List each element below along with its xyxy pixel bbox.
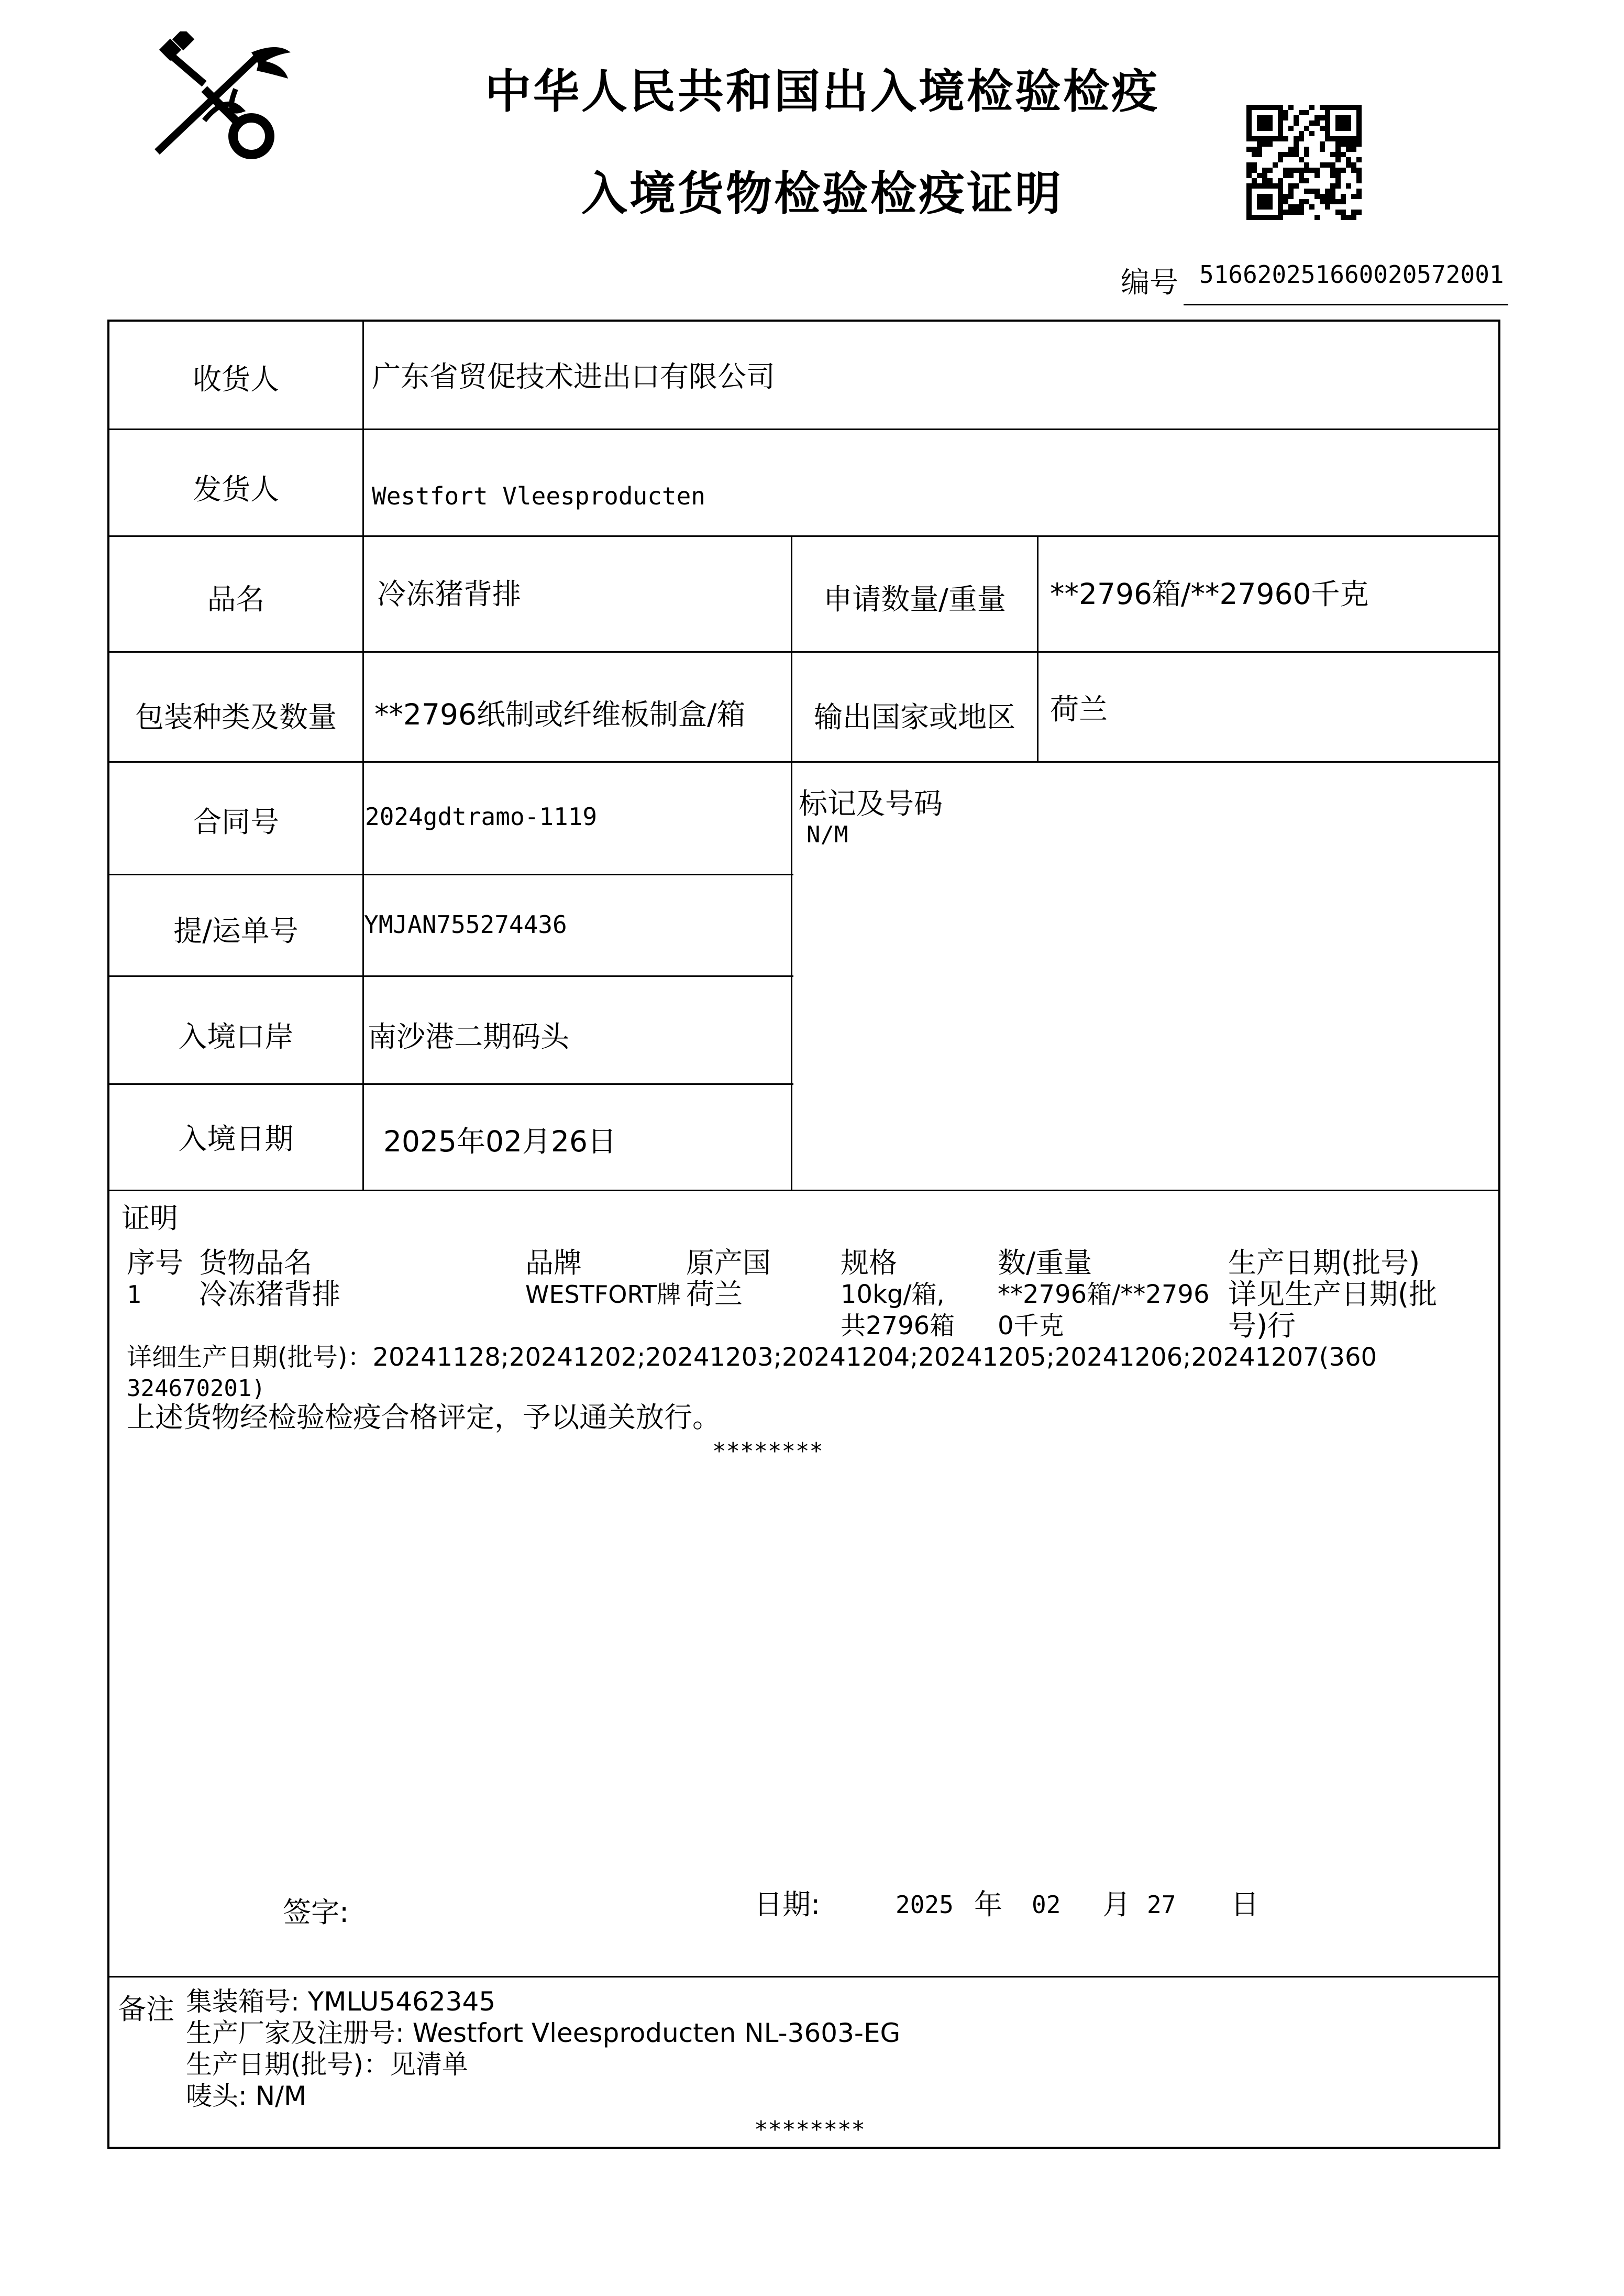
- row-origin: 荷兰: [686, 1278, 743, 1311]
- port-value: 南沙港二期码头: [368, 1020, 570, 1053]
- col-spec: 规格: [841, 1246, 897, 1279]
- origin-label: 输出国家或地区: [813, 700, 1015, 734]
- origin-value: 荷兰: [1050, 693, 1108, 726]
- issue-date-year: 2025: [896, 1891, 954, 1919]
- col-brand: 品牌: [525, 1246, 582, 1279]
- row-spec-2: 共2796箱: [841, 1311, 955, 1341]
- month-char: 月: [1102, 1888, 1131, 1921]
- remarks-stars: ********: [754, 2116, 865, 2143]
- product-value: 冷冻猪背排: [377, 577, 522, 611]
- package-label: 包装种类及数量: [135, 700, 337, 734]
- signature-label: 签字:: [283, 1896, 349, 1929]
- document-title: 中华人民共和国出入境检验检疫: [484, 64, 1159, 118]
- inspection-emblem-logo: [147, 31, 299, 168]
- remarks-line-3: 生产日期(批号)：见清单: [186, 2049, 469, 2080]
- serial-value: 516620251660020572001: [1199, 260, 1504, 289]
- contract-label: 合同号: [192, 805, 279, 839]
- bill-label: 提/运单号: [173, 914, 299, 948]
- row-prod-1: 详见生产日期(批: [1228, 1278, 1438, 1311]
- marks-label: 标记及号码: [799, 787, 943, 820]
- remarks-line-1: 集装箱号: YMLU5462345: [186, 1986, 496, 2017]
- quantity-value: **2796箱/**27960千克: [1050, 577, 1369, 611]
- entry-date-label: 入境日期: [178, 1122, 294, 1156]
- col-origin: 原产国: [686, 1246, 771, 1279]
- remarks-line-2: 生产厂家及注册号: Westfort Vleesproducten NL-3603-EG: [186, 2018, 901, 2048]
- product-label: 品名: [207, 583, 265, 616]
- bill-value: YMJAN755274436: [364, 910, 567, 939]
- row-name: 冷冻猪背排: [199, 1278, 340, 1311]
- consignor-value: Westfort Vleesproducten: [372, 482, 705, 510]
- conclusion-text: 上述货物经检验检疫合格评定，予以通关放行。: [127, 1401, 721, 1434]
- issue-date-label: 日期:: [754, 1888, 821, 1921]
- serial-label: 编号: [1121, 266, 1179, 299]
- col-qty: 数/重量: [998, 1246, 1092, 1279]
- package-value: **2796纸制或纤维板制盒/箱: [374, 698, 746, 731]
- issue-date-month: 02: [1032, 1891, 1061, 1919]
- year-char: 年: [974, 1888, 1002, 1921]
- col-no: 序号: [127, 1246, 183, 1279]
- row-prod-2: 号)行: [1228, 1309, 1296, 1342]
- day-char: 日: [1231, 1888, 1259, 1921]
- remarks-line-4: 唛头: N/M: [186, 2081, 307, 2111]
- document-subtitle: 入境货物检验检疫证明: [581, 167, 1063, 221]
- consignee-label: 收货人: [192, 362, 279, 396]
- col-name: 货物品名: [199, 1246, 312, 1279]
- row-qty-2: 0千克: [998, 1311, 1064, 1341]
- remarks-label: 备注: [118, 1993, 174, 2026]
- certificate-heading: 证明: [121, 1202, 178, 1235]
- row-qty-1: **2796箱/**2796: [998, 1280, 1210, 1309]
- quantity-label: 申请数量/重量: [823, 583, 1006, 616]
- qr-code-icon: [1246, 105, 1362, 220]
- contract-value: 2024gdtramo-1119: [365, 803, 598, 831]
- certificate-stars: ********: [712, 1438, 823, 1465]
- marks-value: N/M: [807, 821, 848, 848]
- consignee-value: 广东省贸促技术进出口有限公司: [372, 360, 776, 393]
- row-spec-1: 10kg/箱,: [841, 1280, 945, 1309]
- detail-line-1: 详细生产日期(批号)：20241128;20241202;20241203;20241204;20241205;20241206;20241207(360: [127, 1343, 1377, 1372]
- consignor-label: 发货人: [192, 473, 279, 506]
- port-label: 入境口岸: [178, 1020, 294, 1053]
- entry-date-value: 2025年02月26日: [383, 1125, 616, 1158]
- row-brand: WESTFORT牌: [525, 1280, 681, 1309]
- issue-date-day: 27: [1147, 1891, 1176, 1919]
- detail-line-2: 324670201): [127, 1375, 266, 1402]
- col-prod-date: 生产日期(批号): [1228, 1246, 1420, 1279]
- row-no: 1: [127, 1280, 141, 1309]
